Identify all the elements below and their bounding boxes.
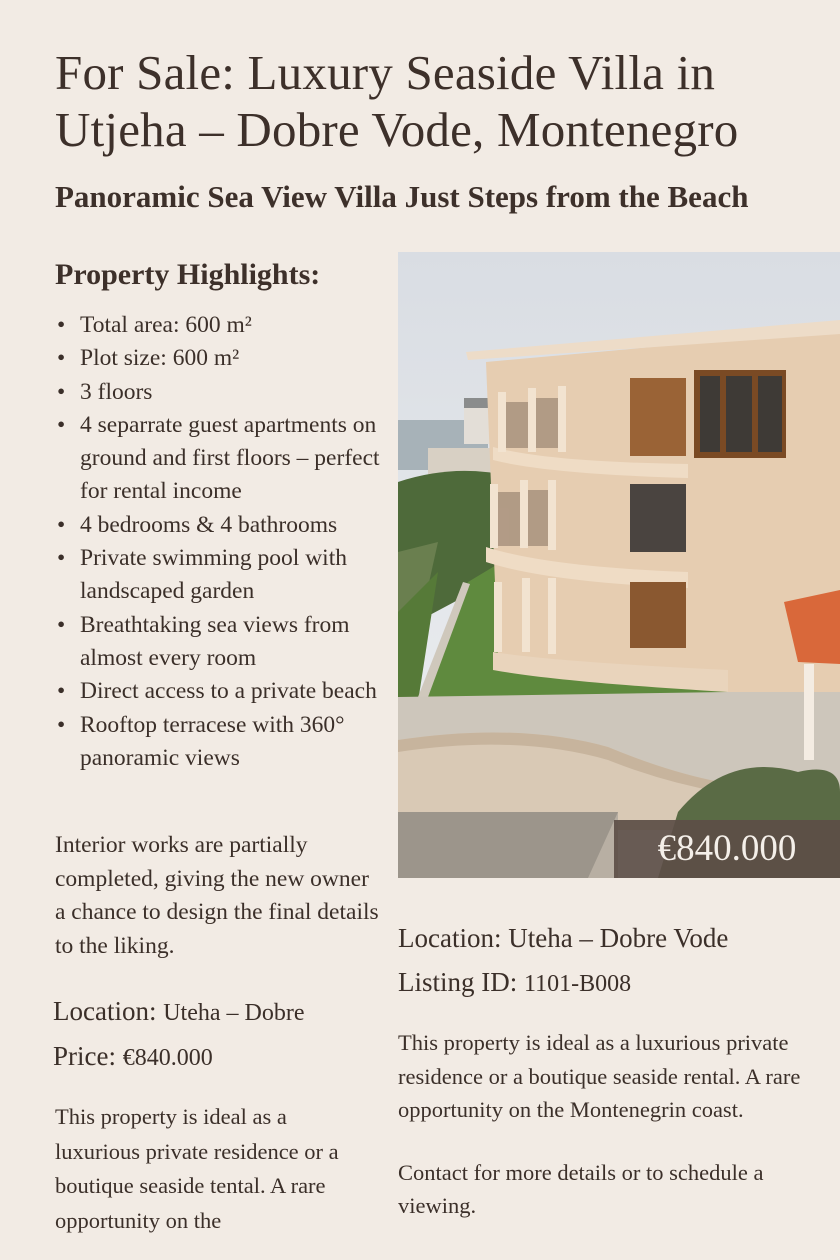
list-item: • 3 floors: [55, 376, 395, 409]
listing-id-label: Listing ID:: [398, 967, 518, 997]
listing-location: Location: Uteha – Dobre Vode: [398, 923, 729, 953]
bullet-icon: •: [57, 511, 66, 538]
list-item: • Direct access to a private beach: [55, 675, 395, 708]
location-value: Uteha – Dobre: [163, 1000, 305, 1026]
bullet-icon: •: [57, 312, 66, 338]
price-line: [53, 1038, 393, 1076]
bullet-icon: •: [57, 345, 66, 372]
location-label: Location:: [53, 996, 157, 1026]
price-value: €840.000: [122, 1045, 213, 1071]
page-subtitle: Panoramic Sea View Villa Just Steps from the Beach: [55, 179, 749, 214]
list-item: • Total area: 600 m²: [55, 309, 395, 342]
ideal-paragraph-left: This property is ideal as a luxurious private residence or a boutique seaside tental. A rare opportunity on the: [55, 1104, 339, 1233]
list-item: • Plot size: 600 m²: [55, 342, 395, 375]
bullet-icon: •: [57, 711, 66, 738]
bullet-icon: •: [57, 611, 66, 638]
page-title: For Sale: Luxury Seaside Villa in Utjeha – Dobre Vode, Montenegro: [55, 45, 739, 157]
interior-note: Interior works are partially completed, giving the new owner a chance to design the final details to the liking.: [55, 832, 379, 960]
list-item: • 4 bedrooms & 4 bathrooms: [55, 509, 395, 542]
contact-paragraph: Contact for more details or to schedule a viewing.: [398, 1159, 764, 1218]
ideal-paragraph-right: This property is ideal as a luxurious private residence or a boutique seaside rental. A rare opportunity on the Montenegrin coast.: [398, 1030, 801, 1122]
price-badge: €840.000: [614, 820, 840, 878]
list-item: • Rooftop terracese with 360° panoramic views: [55, 709, 395, 776]
listing-details: [398, 918, 828, 1223]
listing-id-line: [398, 962, 828, 1004]
villa-photo-icon: [398, 252, 840, 878]
highlights-section: [55, 255, 395, 775]
bullet-icon: •: [57, 678, 66, 705]
list-item: • Breathtaking sea views from almost every room: [55, 609, 395, 676]
listing-id-value: 1101-B008: [524, 971, 632, 997]
price-label: Price:: [53, 1041, 116, 1071]
bullet-icon: •: [57, 545, 66, 572]
highlights-heading: Property Highlights:: [55, 258, 321, 291]
villa-photo: [398, 252, 840, 878]
list-item: • 4 separrate guest apartments on ground and first floors – perfect for rental income: [55, 409, 395, 509]
bullet-icon: •: [57, 411, 66, 438]
bullet-icon: •: [57, 378, 66, 405]
location-line: [53, 993, 393, 1031]
list-item: • Private swimming pool with landscaped garden: [55, 542, 395, 609]
highlights-list: [55, 309, 395, 775]
